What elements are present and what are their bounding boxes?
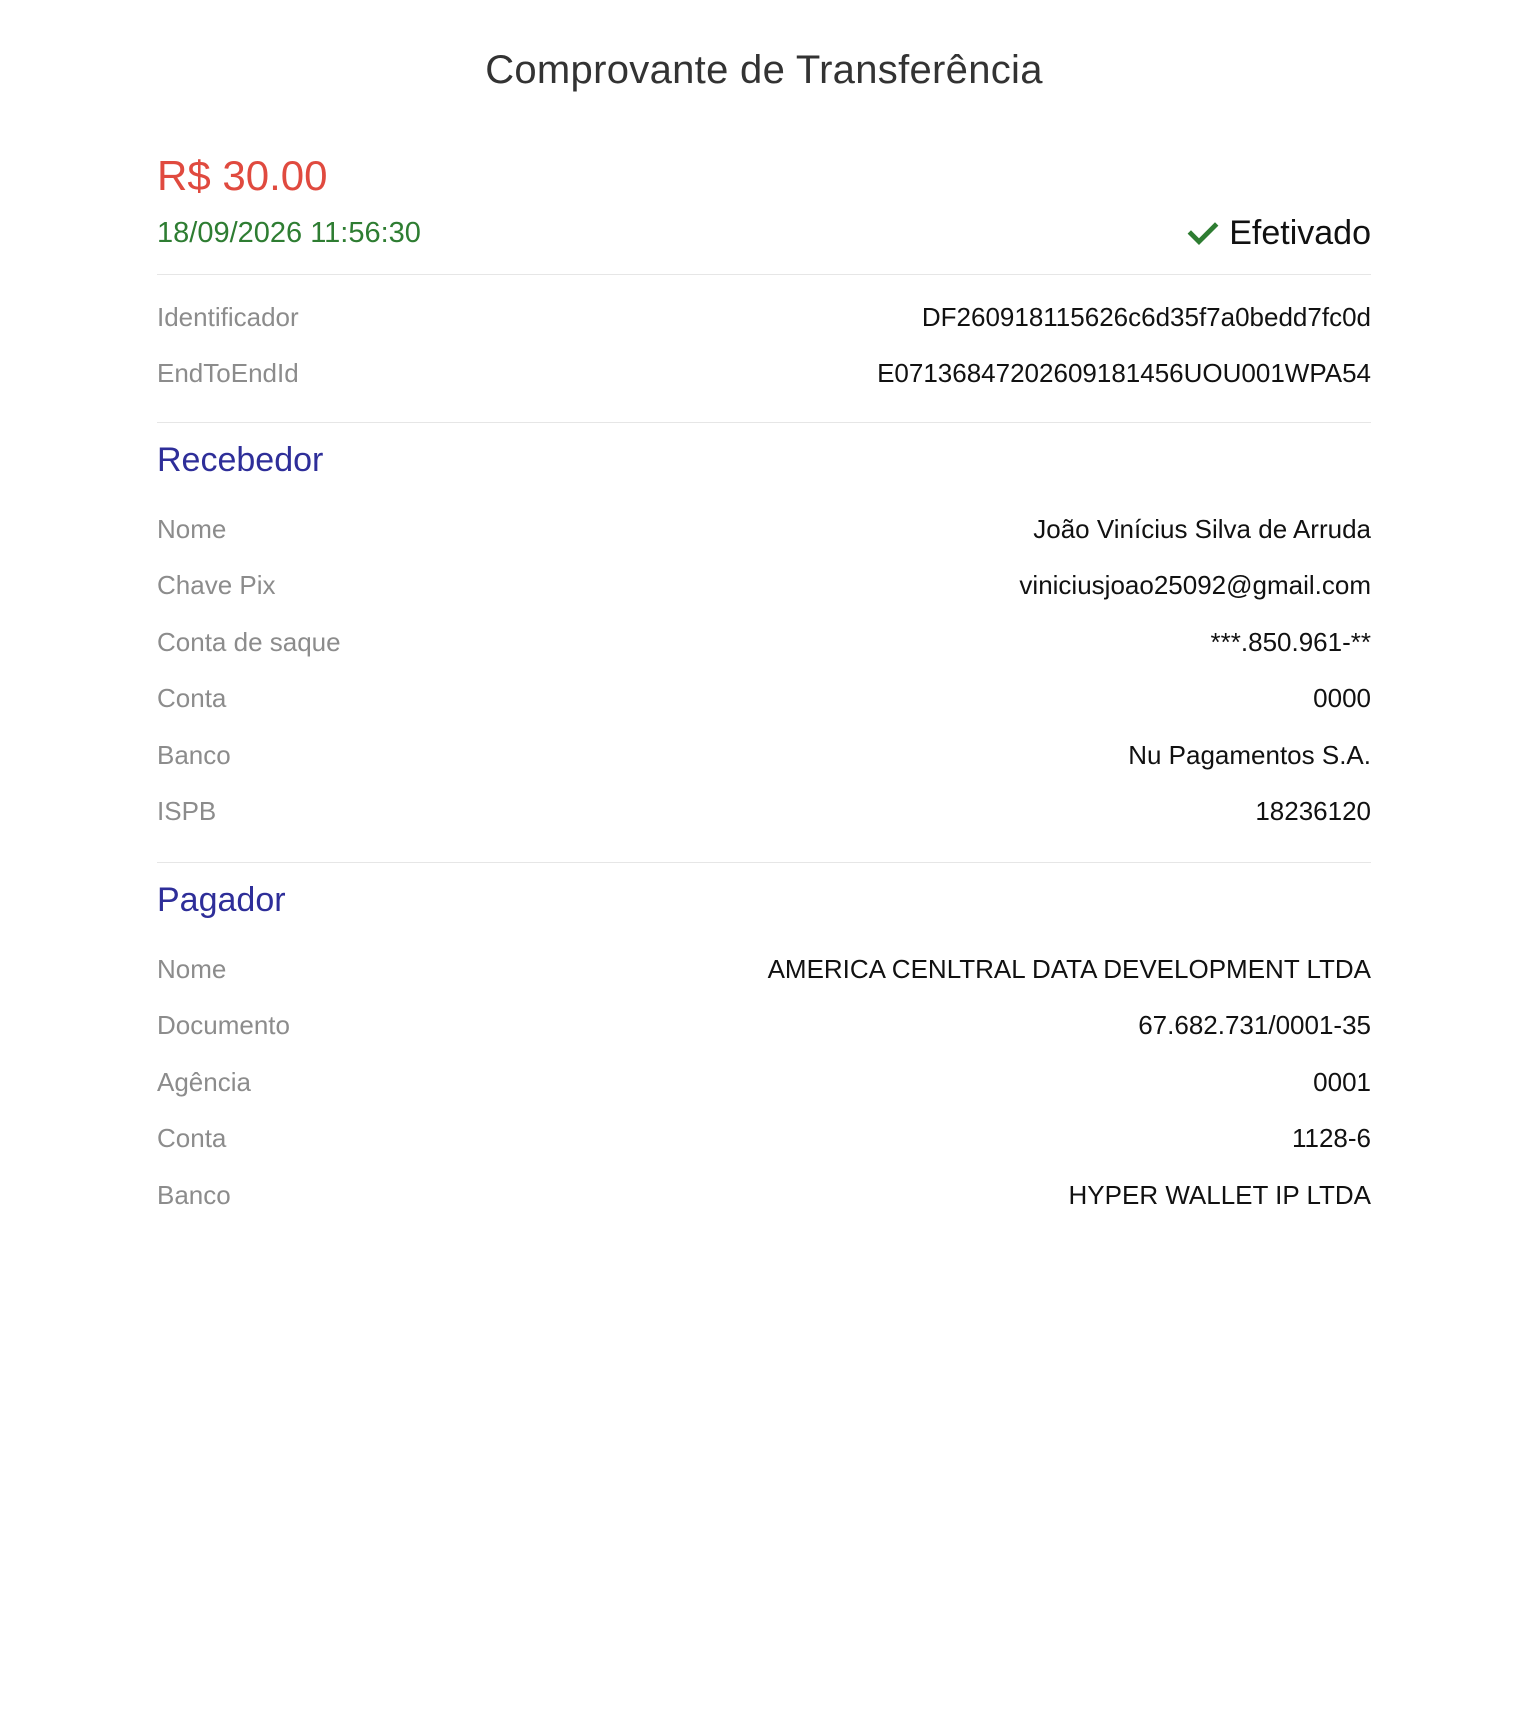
check-icon <box>1187 217 1219 249</box>
row-value: HYPER WALLET IP LTDA <box>1068 1179 1371 1210</box>
row-label: Agência <box>157 1066 251 1097</box>
recebedor-row-banco <box>157 727 1371 784</box>
pagador-section <box>157 863 1371 1246</box>
row-label: Nome <box>157 513 227 544</box>
row-label: Banco <box>157 739 231 770</box>
row-value: João Vinícius Silva de Arruda <box>1033 513 1371 544</box>
pagador-row-nome <box>157 941 1371 998</box>
row-label: Documento <box>157 1010 290 1041</box>
row-value: 0000 <box>1313 683 1371 714</box>
row-value: AMERICA CENLTRAL DATA DEVELOPMENT LTDA <box>767 953 1371 984</box>
row-value: 18236120 <box>1255 796 1371 827</box>
pagador-row-documento <box>157 998 1371 1055</box>
row-value: ***.850.961-** <box>1210 626 1371 657</box>
recebedor-row-chave-pix <box>157 558 1371 615</box>
row-label: Chave Pix <box>157 570 276 601</box>
pagador-row-banco <box>157 1167 1371 1224</box>
row-value: 1128-6 <box>1291 1123 1371 1154</box>
row-label: Identificador <box>157 301 299 332</box>
row-value: E07136847202609181456UOU001WPA54 <box>877 358 1371 389</box>
status-badge <box>1187 214 1371 253</box>
row-value: 0001 <box>1313 1066 1371 1097</box>
amount: R$ 30.00 <box>157 152 328 199</box>
row-label: Nome <box>157 953 227 984</box>
transaction-datetime: 18/09/2026 11:56:30 <box>157 216 421 249</box>
section-title-recebedor: Recebedor <box>157 441 324 479</box>
row-label: Conta <box>157 1123 227 1154</box>
section-title-pagador: Pagador <box>157 881 286 919</box>
id-row-endtoendid <box>157 346 1371 403</box>
row-label: Conta <box>157 683 227 714</box>
pagador-row-agencia <box>157 1054 1371 1111</box>
ids-block <box>157 275 1371 422</box>
row-label: ISPB <box>157 796 217 827</box>
recebedor-section <box>157 423 1371 862</box>
recebedor-row-conta-saque <box>157 614 1371 671</box>
id-row-identificador <box>157 289 1371 346</box>
receipt-content <box>157 150 1371 1246</box>
page-title: Comprovante de Transferência <box>485 48 1043 92</box>
recebedor-row-conta <box>157 671 1371 728</box>
row-value: DF260918115626c6d35f7a0bedd7fc0d <box>921 301 1371 332</box>
row-label: Banco <box>157 1179 231 1210</box>
row-label: Conta de saque <box>157 626 341 657</box>
recebedor-row-ispb <box>157 784 1371 841</box>
pagador-row-conta <box>157 1111 1371 1168</box>
date-status-row <box>157 208 1371 258</box>
row-value: viniciusjoao25092@gmail.com <box>1019 570 1371 601</box>
row-label: EndToEndId <box>157 358 299 389</box>
recebedor-row-nome <box>157 501 1371 558</box>
status-text: Efetivado <box>1229 213 1371 252</box>
row-value: 67.682.731/0001-35 <box>1138 1010 1371 1041</box>
row-value: Nu Pagamentos S.A. <box>1128 739 1371 770</box>
